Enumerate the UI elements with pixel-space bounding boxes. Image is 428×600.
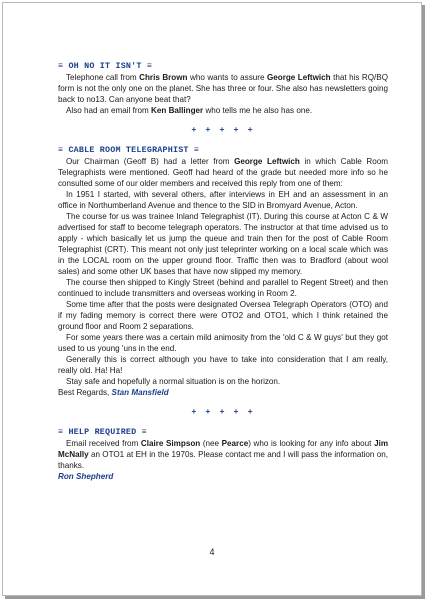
paragraph: [58, 156, 388, 189]
page-content: [58, 61, 388, 482]
text-run: Email received from: [66, 439, 141, 448]
paragraph: [58, 105, 388, 116]
paragraph: [58, 189, 388, 211]
person-name: Jim McNally: [58, 439, 389, 459]
signature: Ron Shepherd: [58, 472, 114, 481]
text-run: The course for us was trainee Inland Telegraphist (IT). During this course at Acton C & W advertised for staff to become telegraph operators. The instructor at that time advised us to apply - which basically let us jump the queue and train then for the post of Cable Room Telegraphist (CRT). This meant not only just teleprinter working on a local scale which was in the LOCAL room on the upper ground floor. Traffic then was to Bradford (about wool sales) and some other UK bases that have now slipped my memory.: [58, 212, 388, 276]
signature: Stan Mansfield: [111, 388, 169, 397]
text-run: Best Regards,: [58, 388, 112, 397]
paragraph: [58, 211, 388, 277]
section-separator: + + + + +: [191, 125, 255, 135]
paragraph: [58, 72, 388, 105]
person-name: Chris Brown: [139, 73, 188, 82]
person-name: Pearce: [221, 439, 249, 448]
person-name: George Leftwich: [266, 73, 331, 82]
text-run: Telephone call from: [66, 73, 140, 82]
text-run: ) who is looking for any info about: [248, 439, 375, 448]
text-run: (nee: [200, 439, 222, 448]
paragraph: [58, 277, 388, 299]
section-separator: + + + + +: [191, 407, 255, 417]
section-heading-cable-room-telegraphist: ≡ CABLE ROOM TELEGRAPHIST ≡: [58, 145, 200, 155]
person-name: George Leftwich: [234, 157, 300, 166]
text-run: who tells me he also has one.: [203, 106, 313, 115]
person-name: Ken Ballinger: [151, 106, 204, 115]
text-run: that his RQ/BQ form is not the only one on the planet. She has three or four. She also has newsletters going back to no13. Can anyone beat that?: [58, 73, 388, 104]
paragraph: [58, 471, 388, 482]
text-run: Stay safe and hopefully a normal situation is on the horizon.: [66, 377, 281, 386]
text-run: Some time after that the posts were designated Oversea Telegraph Operators (OTO) and if my fading memory is correct there were OTO2 and OTO1, which I think retained the ground floor and Room 2 separations.: [58, 300, 388, 331]
text-run: For some years there was a certain mild animosity from the 'old C & W guys' but they got used to us young 'uns in the end.: [58, 333, 388, 353]
newsletter-page: [2, 2, 422, 596]
page-number: 4: [209, 547, 215, 557]
text-run: an OTO1 at EH in the 1970s. Please contact me and I will pass the information on, thanks.: [58, 450, 388, 470]
paragraph: [58, 387, 388, 398]
paragraph: [58, 332, 388, 354]
text-run: Generally this is correct although you have to take into consideration that I am really, really old. Ha! Ha!: [58, 355, 388, 375]
paragraph: [58, 376, 388, 387]
text-run: who wants to assure: [187, 73, 267, 82]
person-name: Claire Simpson: [140, 439, 201, 448]
text-run: in which Cable Room Telegraphists were mentioned. Geoff had heard of the grade but needed more info so he consulted some of our older members and received this reply from one of them:: [58, 157, 388, 188]
text-run: Also had an email from: [66, 106, 152, 115]
paragraph: [58, 354, 388, 376]
section-heading-help-required: ≡ HELP REQUIRED ≡: [58, 427, 147, 437]
text-run: Our Chairman (Geoff B) had a letter from: [66, 157, 235, 166]
section-heading-oh-no-it-isn-t: ≡ OH NO IT ISN'T ≡: [58, 61, 153, 71]
paragraph: [58, 438, 388, 471]
text-run: The course then shipped to Kingly Street (behind and parallel to Regent Street) and then continued to include transmitters and overseas working in Room 2.: [58, 278, 388, 298]
text-run: In 1951 I started, with several others, after interviews in EH and an assessment in an office in Northumberland Avenue and thence to the SID in Bromyard Avenue, Acton.: [58, 190, 388, 210]
paragraph: [58, 299, 388, 332]
